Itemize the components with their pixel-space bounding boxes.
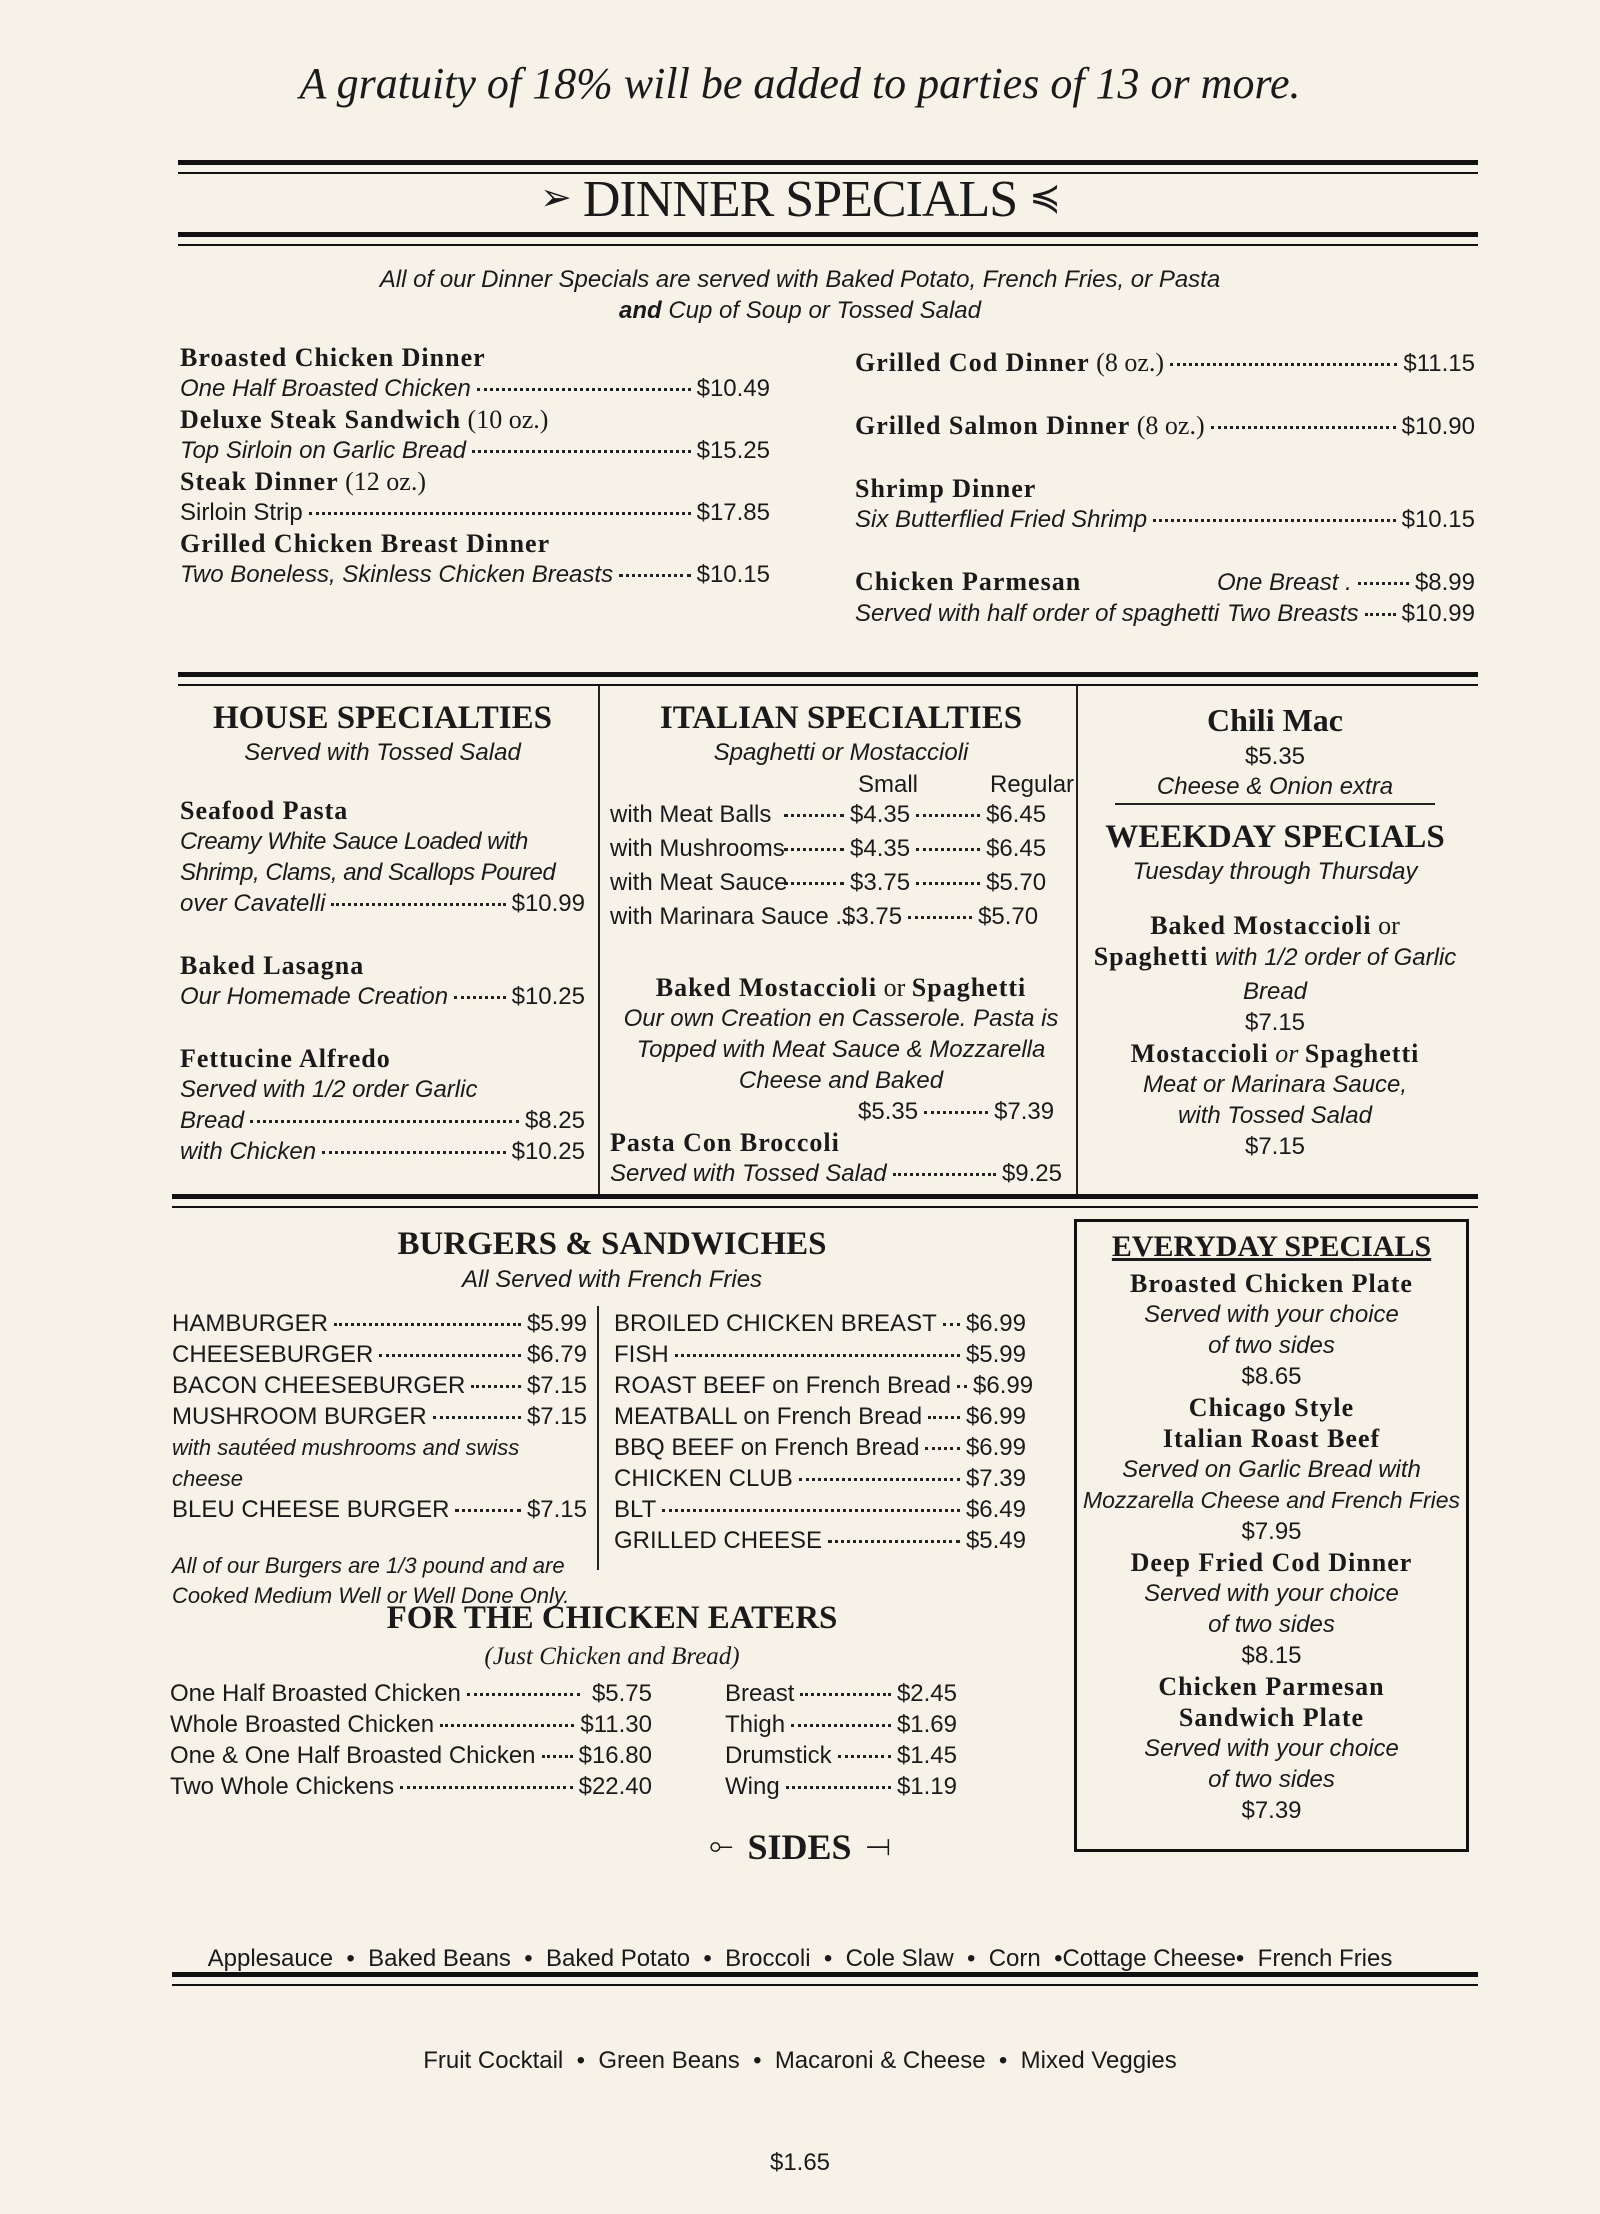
leader-dots	[1153, 519, 1395, 522]
italian-row	[610, 798, 1072, 832]
dinner-item-shrimp	[855, 473, 1475, 535]
item-weight: (10 oz.)	[461, 405, 549, 434]
item-name: Deluxe Steak Sandwich	[180, 405, 462, 434]
leader-dots	[893, 1173, 996, 1176]
burger-note-1: All of our Burgers are 1/3 pound and are	[172, 1553, 565, 1578]
row-label: HAMBURGER	[172, 1310, 329, 1337]
row-price: $7.15	[526, 1403, 587, 1430]
row-price: $5.99	[965, 1341, 1026, 1368]
chicken-row	[170, 1678, 652, 1709]
row-price: $1.69	[896, 1711, 957, 1738]
item-desc: with 1/2 order of Garlic	[1208, 944, 1457, 971]
row-label: with Meat Sauce	[610, 869, 788, 896]
item-name: Spaghetti	[1304, 1039, 1420, 1068]
dinner-item	[180, 466, 770, 528]
burgers-divider	[597, 1306, 599, 1570]
row-price: $5.99	[526, 1310, 587, 1337]
chicken-eaters-subtitle: (Just Chicken and Bread)	[484, 1643, 740, 1670]
item-name: Baked Mostaccioli	[1150, 911, 1372, 940]
row-label: MEATBALL on French Bread	[614, 1403, 923, 1430]
row-price: $6.49	[965, 1496, 1026, 1523]
item-name: Shrimp Dinner	[855, 474, 1037, 503]
divider-bottom	[172, 1972, 1478, 1986]
item-desc: over Cavatelli	[180, 890, 326, 917]
item-name: Grilled Chicken Breast Dinner	[180, 529, 551, 558]
divider-dinner-bottom	[178, 232, 1478, 246]
italian-rows	[610, 798, 1072, 934]
row-regular: $6.45	[986, 801, 1047, 828]
row-label: One Half Broasted Chicken	[170, 1680, 461, 1707]
item-name: Deep Fried Cod Dinner	[1130, 1548, 1413, 1577]
row-price: $7.15	[526, 1496, 587, 1523]
item-desc: Six Butterflied Fried Shrimp	[855, 506, 1148, 533]
item-price: $8.25	[524, 1107, 585, 1134]
everyday-item	[1077, 1547, 1466, 1671]
row-regular: $6.45	[986, 835, 1047, 862]
item-desc: Top Sirloin on Garlic Bread	[180, 437, 466, 464]
item-price: $7.15	[1244, 1009, 1306, 1036]
leader-dots	[454, 996, 505, 999]
item-price: $9.25	[1001, 1160, 1062, 1187]
row-label: BLT	[614, 1496, 657, 1523]
dinner-left-column	[180, 342, 770, 590]
option-one: One Breast .	[1217, 569, 1352, 596]
chicken-piece-row	[725, 1740, 957, 1771]
dinner-item-salmon	[855, 410, 1475, 442]
item-name: Spaghetti	[1093, 942, 1209, 971]
house-specialties	[180, 700, 585, 1167]
item-desc: with Chicken	[180, 1138, 317, 1165]
leader-dots	[1365, 613, 1396, 616]
item-weight: (8 oz.)	[1089, 348, 1165, 377]
row-label: Wing	[725, 1773, 780, 1800]
row-label: with Mushrooms	[610, 835, 785, 862]
item-price: $11.15	[1403, 350, 1475, 377]
row-small: $4.35	[850, 835, 911, 862]
row-price: $6.79	[526, 1341, 587, 1368]
item-name: Chicken Parmesan	[855, 567, 1082, 596]
item-name: Steak Dinner	[180, 467, 339, 496]
item-price: $8.65	[1241, 1363, 1302, 1390]
item-name: Spaghetti	[911, 973, 1027, 1002]
item-name: Italian Roast Beef	[1162, 1424, 1381, 1453]
sandwich-row	[614, 1308, 1026, 1339]
item-desc: with Tossed Salad	[1178, 1102, 1372, 1129]
row-label: BROILED CHICKEN BREAST	[614, 1310, 937, 1337]
item-price-regular: $7.39	[994, 1098, 1055, 1125]
row-label: BACON CHEESEBURGER	[172, 1372, 466, 1399]
row-label: BBQ BEEF on French Bread	[614, 1434, 920, 1461]
divider-middle-top	[178, 672, 1478, 686]
item-desc: Creamy White Sauce Loaded with	[180, 828, 528, 855]
chicken-row	[170, 1740, 652, 1771]
row-label: CHEESEBURGER	[172, 1341, 374, 1368]
row-price: $22.40	[578, 1773, 652, 1800]
chicken-eaters-title: FOR THE CHICKEN EATERS	[386, 1600, 838, 1636]
everyday-item	[1077, 1392, 1466, 1547]
item-desc: Served with your choice	[1144, 1580, 1399, 1607]
house-item-lasagna	[180, 950, 585, 1012]
leader-dots	[619, 574, 691, 577]
italian-row	[610, 900, 1072, 934]
row-price: $6.99	[973, 1372, 1034, 1399]
row-price: $6.99	[965, 1310, 1026, 1337]
item-weight: (12 oz.)	[338, 467, 426, 496]
item-desc: Our own Creation en Casserole. Pasta is	[623, 1005, 1059, 1032]
item-desc: Cheese and Baked	[738, 1067, 944, 1094]
sandwich-row	[614, 1463, 1026, 1494]
row-label: GRILLED CHEESE	[614, 1527, 823, 1554]
row-label: Two Whole Chickens	[170, 1773, 395, 1800]
row-label: Whole Broasted Chicken	[170, 1711, 435, 1738]
italian-specialties	[610, 700, 1075, 1189]
item-price: $10.25	[511, 1138, 585, 1165]
row-label: with Marinara Sauce ...	[610, 903, 856, 930]
column-divider	[1076, 686, 1078, 1194]
house-title: HOUSE SPECIALTIES	[212, 700, 552, 736]
item-price: $15.25	[696, 437, 770, 464]
chicken-row	[170, 1771, 652, 1802]
row-label: Drumstick	[725, 1742, 832, 1769]
italian-title: ITALIAN SPECIALTIES	[659, 700, 1023, 736]
ornament-right-icon: ≼	[1029, 177, 1060, 219]
leader-dots	[1358, 582, 1409, 585]
item-or: or	[1268, 1039, 1305, 1068]
italian-item-baked	[610, 972, 1072, 1127]
item-name: Grilled Salmon Dinner	[855, 411, 1131, 440]
gratuity-note: A gratuity of 18% will be added to parties of 13 or more.	[299, 59, 1301, 108]
row-price: $5.75	[591, 1680, 652, 1707]
item-name: Pasta Con Broccoli	[610, 1128, 840, 1157]
leader-dots	[472, 450, 691, 453]
leader-dots	[322, 1151, 506, 1154]
dinner-item	[180, 528, 770, 590]
chili-weekday-column	[1085, 702, 1465, 1162]
row-label: CHICKEN CLUB	[614, 1465, 793, 1492]
item-desc: Bread	[180, 1107, 245, 1134]
dinner-specials-subtitle	[0, 264, 1600, 326]
row-price: $1.45	[896, 1742, 957, 1769]
dinner-item-parmesan	[855, 566, 1475, 629]
chili-mac-note: Cheese & Onion extra	[1115, 773, 1435, 805]
house-item-seafood	[180, 795, 585, 919]
sides-price: $1.65	[769, 2149, 831, 2176]
item-name: Baked Mostaccioli	[655, 973, 878, 1002]
column-divider	[598, 686, 600, 1194]
chicken-piece-row	[725, 1709, 957, 1740]
divider-lower	[172, 1194, 1478, 1208]
item-or: or	[877, 973, 912, 1002]
row-price: $2.45	[896, 1680, 957, 1707]
sandwich-row	[614, 1339, 1026, 1370]
chicken-piece-row	[725, 1771, 957, 1802]
item-name: Broasted Chicken Plate	[1130, 1269, 1413, 1298]
chili-mac-title: Chili Mac	[1207, 702, 1343, 738]
item-price: $10.99	[511, 890, 585, 917]
item-desc: Shrimp, Clams, and Scallops Poured	[180, 859, 556, 886]
row-regular: $5.70	[978, 903, 1039, 930]
row-price: $16.80	[578, 1742, 652, 1769]
option-two: Two Breasts	[1227, 600, 1359, 627]
item-desc: Mozzarella Cheese and French Fries	[1082, 1487, 1461, 1513]
row-small: $3.75	[850, 869, 911, 896]
row-label: One & One Half Broasted Chicken	[170, 1742, 536, 1769]
weekday-item-a	[1085, 910, 1465, 1038]
item-name: Sandwich Plate	[1178, 1703, 1365, 1732]
weekday-subtitle: Tuesday through Thursday	[1132, 858, 1418, 885]
sandwich-row	[614, 1370, 1034, 1401]
ornament-left-icon: ➢	[540, 177, 571, 219]
sandwiches-right	[614, 1308, 1034, 1556]
item-desc: Two Boneless, Skinless Chicken Breasts	[180, 561, 614, 588]
row-label: with Meat Balls	[610, 801, 772, 828]
row-price: $7.39	[965, 1465, 1026, 1492]
burger-row	[172, 1401, 587, 1432]
row-label: ROAST BEEF on French Bread	[614, 1372, 952, 1399]
burgers-title: BURGERS & SANDWICHES	[397, 1226, 827, 1262]
item-price: $10.15	[696, 561, 770, 588]
sides-list	[0, 1874, 1600, 2214]
sandwich-row	[614, 1525, 1026, 1556]
row-label: Thigh	[725, 1711, 786, 1738]
leader-dots	[1211, 426, 1396, 429]
house-subtitle: Served with Tossed Salad	[244, 739, 521, 766]
row-price: $1.19	[896, 1773, 957, 1800]
dinner-item-cod	[855, 347, 1475, 379]
burger-row	[172, 1308, 587, 1339]
burgers-subtitle: All Served with French Fries	[461, 1266, 763, 1293]
row-label: Breast	[725, 1680, 795, 1707]
item-price: $7.15	[1244, 1133, 1306, 1160]
burger-row	[172, 1494, 587, 1525]
italian-item-broccoli	[610, 1127, 1072, 1189]
house-item-fettucine	[180, 1043, 585, 1167]
row-price: $6.99	[965, 1403, 1026, 1430]
mushroom-note: with sautéed mushrooms and swiss cheese	[172, 1435, 520, 1491]
item-price-small: $5.35	[858, 1098, 919, 1125]
col-small: Small	[858, 771, 919, 798]
chicken-row	[170, 1709, 652, 1740]
leader-dots	[250, 1120, 519, 1123]
item-desc: Served with Tossed Salad	[610, 1160, 887, 1187]
sides-header	[0, 1826, 1600, 1868]
item-price: $10.15	[1401, 506, 1475, 533]
row-price: $11.30	[580, 1711, 652, 1738]
dinner-item	[180, 342, 770, 404]
row-price: $5.49	[965, 1527, 1026, 1554]
item-name: Fettucine Alfredo	[180, 1044, 391, 1073]
item-desc: Sirloin Strip	[180, 499, 303, 526]
item-desc: Bread	[1242, 978, 1308, 1005]
weekday-title: WEEKDAY SPECIALS	[1105, 819, 1445, 855]
everyday-specials-box	[1074, 1219, 1469, 1852]
burgers-left	[172, 1308, 587, 1611]
item-name: Mostaccioli	[1130, 1039, 1269, 1068]
italian-subtitle: Spaghetti or Mostaccioli	[713, 739, 969, 766]
chicken-piece-row	[725, 1678, 957, 1709]
item-weight: (8 oz.)	[1130, 411, 1205, 440]
sandwich-row	[614, 1401, 1026, 1432]
chili-mac-price: $5.35	[1244, 743, 1306, 770]
sides-line-1: Applesauce • Baked Beans • Baked Potato • Broccoli • Cole Slaw • Corn •Cottage Cheese• French Fries	[207, 1945, 1393, 1972]
row-price: $6.99	[965, 1434, 1026, 1461]
item-desc: Served with your choice	[1144, 1735, 1399, 1762]
ornament-right-icon: ⟞	[866, 1829, 891, 1862]
chicken-left	[170, 1678, 652, 1802]
row-price: $7.15	[526, 1372, 587, 1399]
item-name: Seafood Pasta	[180, 796, 349, 825]
item-price: $10.90	[1401, 413, 1475, 440]
italian-row	[610, 832, 1072, 866]
leader-dots	[309, 512, 691, 515]
sandwich-row	[614, 1432, 1026, 1463]
leader-dots	[331, 903, 505, 906]
item-desc: Served with half order of spaghetti	[855, 600, 1220, 627]
item-price: $17.85	[696, 499, 770, 526]
row-small: $3.75	[842, 903, 903, 930]
item-or: or	[1371, 911, 1400, 940]
sides-title: SIDES	[747, 1827, 852, 1867]
everyday-title: EVERYDAY SPECIALS	[1111, 1230, 1432, 1263]
item-desc: Our Homemade Creation	[180, 983, 449, 1010]
item-name: Baked Lasagna	[180, 951, 365, 980]
item-price: $7.95	[1241, 1518, 1302, 1545]
dinner-sub-and: and	[619, 297, 662, 324]
leader-dots	[1170, 363, 1397, 366]
ornament-left-icon: ⟜	[709, 1829, 734, 1862]
item-desc: of two sides	[1208, 1611, 1335, 1638]
burger-note-2: Cooked Medium Well or Well Done Only.	[172, 1583, 570, 1608]
col-regular: Regular	[990, 771, 1075, 798]
item-desc: Topped with Meat Sauce & Mozzarella	[636, 1036, 1046, 1063]
item-desc: Served on Garlic Bread with	[1122, 1456, 1421, 1483]
burger-row	[172, 1370, 587, 1401]
item-price: $7.39	[1241, 1797, 1302, 1824]
dinner-sub-line1: All of our Dinner Specials are served with Baked Potato, French Fries, or Pasta	[379, 266, 1221, 293]
sides-line-2: Fruit Cocktail • Green Beans • Macaroni & Cheese • Mixed Veggies	[423, 2047, 1177, 2074]
dinner-specials-title	[0, 170, 1600, 229]
dinner-item	[180, 404, 770, 466]
item-price: $8.15	[1241, 1642, 1302, 1669]
item-desc: Served with your choice	[1144, 1301, 1399, 1328]
everyday-item	[1077, 1268, 1466, 1392]
sandwich-row	[614, 1494, 1026, 1525]
item-desc: Served with 1/2 order Garlic	[180, 1076, 478, 1103]
everyday-item	[1077, 1671, 1466, 1826]
item-name: Chicago Style	[1188, 1393, 1355, 1422]
row-small: $4.35	[850, 801, 911, 828]
item-desc: of two sides	[1208, 1332, 1335, 1359]
row-label: BLEU CHEESE BURGER	[172, 1496, 450, 1523]
item-name: Chicken Parmesan	[1158, 1672, 1385, 1701]
italian-row	[610, 866, 1072, 900]
burger-row	[172, 1339, 587, 1370]
dinner-right-column	[855, 347, 1475, 629]
row-label: MUSHROOM BURGER	[172, 1403, 427, 1430]
item-name: Grilled Cod Dinner	[855, 348, 1090, 377]
item-name: Broasted Chicken Dinner	[180, 343, 486, 372]
weekday-item-b	[1085, 1038, 1465, 1162]
item-price: $10.25	[511, 983, 585, 1010]
item-price: $10.99	[1401, 600, 1475, 627]
item-price: $10.49	[696, 375, 770, 402]
dinner-specials-heading: DINNER SPECIALS	[582, 171, 1018, 228]
item-desc: of two sides	[1208, 1766, 1335, 1793]
leader-dots	[477, 388, 691, 391]
row-regular: $5.70	[986, 869, 1047, 896]
row-label: FISH	[614, 1341, 669, 1368]
item-desc: Meat or Marinara Sauce,	[1142, 1071, 1408, 1098]
chicken-right	[725, 1678, 957, 1802]
item-desc: One Half Broasted Chicken	[180, 375, 471, 402]
dinner-sub-line2: Cup of Soup or Tossed Salad	[661, 297, 981, 324]
item-price: $8.99	[1414, 569, 1475, 596]
